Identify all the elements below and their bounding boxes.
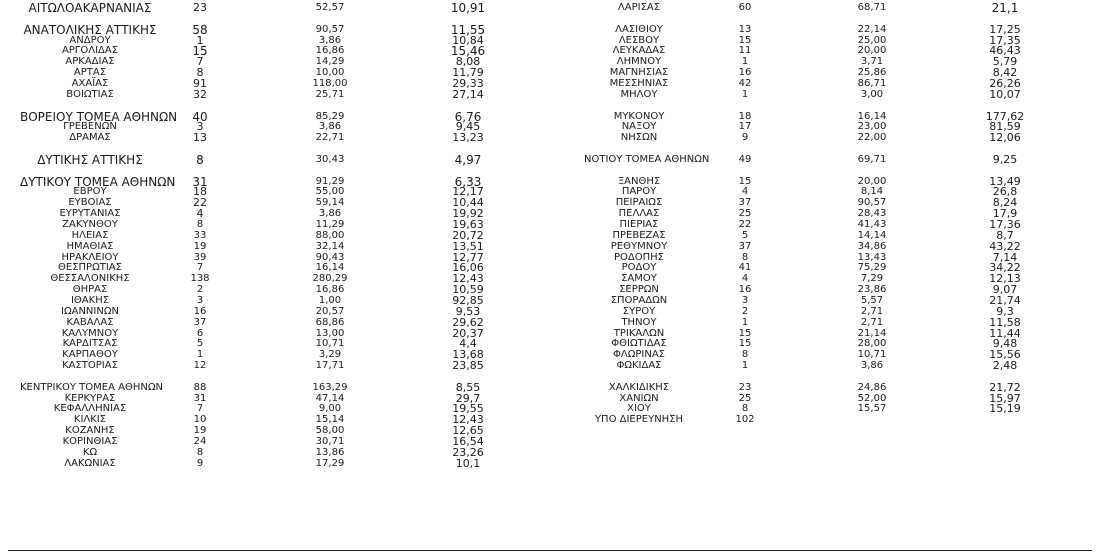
case-count: 4 — [196, 207, 204, 221]
percent-change: 11,79 — [452, 66, 484, 80]
cases-per-100k: 7,29 — [860, 273, 884, 285]
percent-change: 9,25 — [992, 152, 1018, 166]
case-count: 22 — [738, 219, 752, 230]
case-count: 138 — [190, 273, 210, 285]
cases-per-100k: 41,43 — [857, 219, 887, 230]
percent-change: 6,76 — [454, 109, 482, 124]
cases-per-100k: 23,86 — [857, 284, 887, 296]
area-name: ΚΟΡΙΝΘΙΑΣ — [62, 436, 118, 447]
case-count: 5 — [196, 338, 204, 350]
cases-per-100k: 3,86 — [318, 34, 342, 46]
percent-change: 177,62 — [985, 109, 1025, 123]
percent-change: 13,49 — [989, 174, 1021, 188]
area-name: ΧΙΟΥ — [627, 403, 651, 415]
area-name: ΤΡΙΚΑΛΩΝ — [613, 327, 665, 339]
area-name: ΦΘΙΩΤΙΔΑΣ — [611, 338, 667, 350]
case-count: 10 — [193, 414, 207, 426]
case-count: 60 — [738, 2, 752, 13]
cases-per-100k: 17,29 — [315, 457, 345, 469]
cases-per-100k: 9,00 — [318, 403, 342, 415]
percent-change: 17,25 — [989, 22, 1021, 36]
cases-per-100k: 13,00 — [315, 327, 345, 339]
percent-change: 17,35 — [989, 33, 1021, 47]
percent-change: 15,19 — [989, 402, 1021, 416]
cases-per-100k: 22,00 — [857, 132, 887, 144]
area-name: ΚΕΡΚΥΡΑΣ — [64, 392, 116, 404]
area-name: ΑΡΓΟΛΙΔΑΣ — [61, 45, 119, 57]
percent-change: 10,07 — [989, 87, 1021, 101]
case-count: 37 — [738, 240, 752, 252]
cases-per-100k: 3,29 — [318, 349, 342, 361]
area-name: ΘΕΣΠΡΩΤΙΑΣ — [58, 262, 122, 274]
area-name: ΚΑΒΑΛΑΣ — [66, 316, 114, 328]
percent-change: 19,55 — [452, 402, 484, 416]
area-name: ΦΩΚΙΔΑΣ — [616, 360, 662, 372]
percent-change: 26,26 — [989, 76, 1021, 90]
area-name: ΣΑΜΟΥ — [621, 273, 657, 285]
case-count: 8 — [741, 251, 749, 263]
case-count: 2 — [741, 305, 749, 317]
case-count: 5 — [741, 229, 749, 241]
case-count: 25 — [738, 392, 752, 404]
area-name: ΚΑΡΔΙΤΣΑΣ — [62, 338, 118, 350]
case-count: 4 — [741, 273, 749, 285]
area-name: ΑΧΑΪΑΣ — [71, 77, 109, 89]
cases-per-100k: 20,57 — [315, 305, 345, 317]
percent-change: 12,13 — [989, 272, 1021, 286]
cases-per-100k: 86,71 — [857, 77, 887, 89]
case-count: 49 — [738, 153, 752, 165]
cases-per-100k: 10,71 — [315, 338, 345, 350]
case-count: 40 — [192, 109, 208, 124]
cases-per-100k: 34,86 — [857, 240, 887, 252]
percent-change: 5,79 — [992, 55, 1018, 69]
area-name: ΕΥΒΟΙΑΣ — [68, 197, 112, 209]
cases-per-100k: 90,57 — [315, 23, 345, 35]
percent-change: 17,36 — [989, 218, 1021, 231]
area-name: ΛΕΥΚΑΔΑΣ — [612, 45, 666, 57]
cases-per-100k: 22,71 — [315, 132, 345, 144]
case-count: 37 — [738, 197, 752, 209]
percent-change: 21,72 — [989, 380, 1021, 394]
percent-change: 19,63 — [452, 218, 484, 231]
percent-change: 34,22 — [989, 261, 1021, 275]
percent-change: 13,51 — [452, 239, 484, 253]
cases-per-100k: 3,71 — [860, 56, 884, 68]
percent-change: 16,06 — [452, 261, 484, 275]
cases-per-100k: 163,29 — [312, 381, 348, 393]
cases-per-100k: 32,14 — [315, 240, 345, 252]
cases-per-100k: 15,57 — [857, 403, 887, 415]
case-count: 1 — [196, 33, 204, 47]
case-count: 15 — [192, 44, 208, 59]
case-count: 4 — [741, 186, 749, 198]
area-name: ΚΕΝΤΡΙΚΟΥ ΤΟΜΕΑ ΑΘΗΝΩΝ — [20, 381, 163, 393]
case-count: 9 — [741, 132, 749, 144]
case-count: 1 — [196, 349, 204, 361]
cases-per-100k: 8,14 — [860, 186, 884, 198]
area-name: ΡΕΘΥΜΝΟΥ — [610, 240, 668, 252]
area-name: ΚΑΛΥΜΝΟΥ — [61, 327, 119, 339]
area-name: ΠΡΕΒΕΖΑΣ — [612, 229, 666, 241]
case-count: 42 — [738, 77, 752, 89]
area-name: ΑΝΑΤΟΛΙΚΗΣ ΑΤΤΙΚΗΣ — [23, 22, 157, 37]
cases-per-100k: 52,00 — [857, 392, 887, 404]
case-count: 31 — [192, 174, 208, 189]
cases-per-100k: 85,29 — [315, 110, 345, 122]
cases-per-100k: 2,71 — [860, 316, 884, 328]
percent-change: 9,48 — [992, 337, 1018, 351]
case-count: 8 — [741, 349, 749, 361]
percent-change: 11,44 — [989, 326, 1021, 340]
area-name: ΧΑΛΚΙΔΙΚΗΣ — [608, 381, 670, 393]
cases-per-100k: 88,00 — [315, 229, 345, 241]
percent-change: 11,58 — [989, 315, 1021, 329]
case-count: 39 — [193, 251, 207, 263]
case-count: 25 — [738, 208, 752, 220]
percent-change: 4,97 — [454, 152, 482, 167]
percent-change: 12,17 — [452, 185, 484, 199]
case-count: 13 — [738, 23, 752, 35]
percent-change: 15,56 — [989, 348, 1021, 362]
percent-change: 13,68 — [452, 348, 484, 362]
percent-change: 29,62 — [452, 315, 484, 329]
percent-change: 15,97 — [989, 391, 1021, 405]
area-name: ΑΡΚΑΔΙΑΣ — [65, 56, 115, 68]
cases-per-100k: 5,57 — [860, 294, 884, 306]
percent-change: 7,14 — [992, 250, 1018, 264]
area-name: ΚΕΦΑΛΛΗΝΙΑΣ — [53, 403, 127, 415]
percent-change: 8,08 — [455, 55, 481, 69]
percent-change: 46,43 — [989, 44, 1021, 58]
percent-change: 16,54 — [452, 435, 484, 448]
area-name: ΔΥΤΙΚΗΣ ΑΤΤΙΚΗΣ — [37, 152, 143, 167]
percent-change: 6,33 — [454, 174, 482, 189]
percent-change: 9,07 — [992, 283, 1018, 297]
case-count: 2 — [196, 284, 204, 296]
area-name: ΕΒΡΟΥ — [73, 186, 107, 198]
cases-per-100k: 22,14 — [857, 23, 887, 35]
cases-per-100k: 47,14 — [315, 392, 345, 404]
cases-per-100k: 68,86 — [315, 316, 345, 328]
area-name: ΑΡΤΑΣ — [73, 67, 107, 79]
percent-change: 12,43 — [452, 413, 484, 427]
case-count: 23 — [193, 1, 207, 14]
area-name: ΘΕΣΣΑΛΟΝΙΚΗΣ — [50, 273, 130, 285]
cases-per-100k: 1,00 — [318, 294, 342, 306]
area-name: ΛΗΜΝΟΥ — [616, 56, 662, 68]
percent-change: 29,33 — [452, 76, 484, 90]
cases-per-100k: 21,14 — [857, 327, 887, 339]
area-name: ΣΥΡΟΥ — [622, 305, 656, 317]
area-name: ΠΙΕΡΙΑΣ — [619, 219, 659, 230]
case-count: 31 — [193, 392, 207, 404]
cases-per-100k: 90,57 — [857, 197, 887, 209]
cases-per-100k: 68,71 — [857, 2, 887, 13]
case-count: 18 — [738, 110, 752, 122]
area-name: ΔΥΤΙΚΟΥ ΤΟΜΕΑ ΑΘΗΝΩΝ — [20, 174, 176, 189]
cases-per-100k: 10,00 — [315, 67, 345, 79]
percent-change: 23,85 — [452, 359, 484, 373]
cases-per-100k: 11,29 — [315, 219, 345, 230]
percent-change: 9,45 — [455, 120, 481, 134]
area-name: ΒΟΙΩΤΙΑΣ — [66, 88, 114, 100]
cases-per-100k: 14,14 — [857, 229, 887, 241]
cases-per-100k: 24,86 — [857, 381, 887, 393]
case-count: 17 — [738, 121, 752, 133]
area-name: ΒΟΡΕΙΟΥ ΤΟΜΕΑ ΑΘΗΝΩΝ — [20, 109, 178, 124]
area-name: ΔΡΑΜΑΣ — [69, 132, 111, 144]
area-name: ΣΠΟΡΑΔΩΝ — [610, 294, 668, 306]
percent-change: 15,46 — [450, 44, 486, 59]
cases-per-100k: 17,71 — [315, 360, 345, 372]
percent-change: 8,7 — [996, 228, 1014, 242]
percent-change: 12,43 — [452, 272, 484, 286]
case-count: 22 — [193, 196, 207, 210]
cases-per-100k: 90,43 — [315, 251, 345, 263]
case-count: 8 — [741, 403, 749, 415]
case-count: 24 — [193, 436, 207, 447]
percent-change: 13,23 — [452, 131, 484, 145]
area-name: ΗΡΑΚΛΕΙΟΥ — [61, 251, 119, 263]
case-count: 15 — [738, 327, 752, 339]
area-name: ΚΙΛΚΙΣ — [73, 414, 107, 426]
case-count: 91 — [193, 76, 207, 90]
percent-change: 10,91 — [450, 1, 486, 15]
percent-change: 23,26 — [452, 445, 484, 459]
cases-per-100k: 28,00 — [857, 338, 887, 350]
cases-per-100k: 52,57 — [315, 2, 345, 13]
cases-per-100k: 28,43 — [857, 208, 887, 220]
percent-change: 27,14 — [452, 87, 484, 101]
cases-per-100k: 75,29 — [857, 262, 887, 274]
percent-change: 8,24 — [992, 196, 1018, 210]
case-count: 3 — [196, 294, 204, 306]
area-name: ΦΛΩΡΙΝΑΣ — [613, 349, 665, 361]
percent-change: 20,72 — [452, 228, 484, 242]
area-name: ΡΟΔΟΠΗΣ — [614, 251, 664, 263]
area-name: ΛΑΣΙΘΙΟΥ — [615, 23, 663, 35]
case-count: 19 — [193, 425, 207, 437]
case-count: 7 — [196, 403, 204, 415]
case-count: 8 — [196, 446, 204, 458]
case-count: 12 — [193, 360, 207, 372]
area-name: ΛΕΣΒΟΥ — [618, 34, 660, 46]
case-count: 8 — [196, 152, 204, 167]
cases-per-100k: 25,86 — [857, 67, 887, 79]
area-name: ΗΛΕΙΑΣ — [71, 229, 109, 241]
cases-per-100k: 59,14 — [315, 197, 345, 209]
area-name: ΠΕΛΛΑΣ — [618, 208, 660, 220]
percent-change: 29,7 — [455, 391, 481, 405]
area-name: ΝΑΞΟΥ — [621, 121, 657, 133]
cases-per-100k: 20,00 — [857, 45, 887, 57]
cases-per-100k: 3,00 — [860, 88, 884, 100]
case-count: 19 — [193, 240, 207, 252]
case-count: 8 — [196, 66, 204, 80]
area-name: ΤΗΝΟΥ — [621, 316, 657, 328]
cases-per-100k: 25,71 — [315, 88, 345, 100]
percent-change: 21,1 — [991, 1, 1019, 15]
percent-change: 26,8 — [992, 185, 1018, 199]
cases-per-100k: 3,86 — [318, 121, 342, 133]
area-name: ΕΥΡΥΤΑΝΙΑΣ — [59, 208, 121, 220]
percent-change: 10,1 — [455, 456, 481, 470]
case-count: 15 — [738, 34, 752, 46]
cases-per-100k: 10,71 — [857, 349, 887, 361]
area-name: ΡΟΔΟΥ — [621, 262, 657, 274]
case-count: 13 — [193, 131, 207, 145]
area-name: ΧΑΝΙΩΝ — [619, 392, 659, 404]
percent-change: 10,44 — [452, 196, 484, 210]
cases-per-100k: 3,86 — [860, 360, 884, 372]
percent-change: 12,06 — [989, 131, 1021, 145]
case-count: 18 — [193, 185, 207, 199]
area-name: ΣΕΡΡΩΝ — [619, 284, 659, 296]
percent-change: 11,55 — [450, 22, 486, 37]
area-name: ΑΙΤΩΛΟΑΚΑΡΝΑΝΙΑΣ — [28, 1, 152, 15]
percent-change: 4,4 — [459, 337, 477, 351]
cases-per-100k: 16,14 — [857, 110, 887, 122]
area-name: ΗΜΑΘΙΑΣ — [66, 240, 114, 252]
percent-change: 43,22 — [989, 239, 1021, 253]
case-count: 3 — [196, 120, 204, 134]
cases-per-100k: 2,71 — [860, 305, 884, 317]
area-name: ΜΥΚΟΝΟΥ — [613, 110, 665, 122]
case-count: 16 — [193, 305, 207, 317]
area-name: ΜΗΛΟΥ — [620, 88, 658, 100]
area-name: ΝΗΣΩΝ — [620, 132, 658, 144]
case-count: 58 — [192, 22, 208, 37]
area-name: ΚΟΖΑΝΗΣ — [65, 425, 115, 437]
area-name: ΛΑΚΩΝΙΑΣ — [64, 457, 116, 469]
area-name: ΙΘΑΚΗΣ — [70, 294, 110, 306]
cases-per-100k: 16,14 — [315, 262, 345, 274]
bottom-border-line — [8, 550, 1092, 551]
cases-per-100k: 91,29 — [315, 175, 345, 187]
case-count: 32 — [193, 87, 207, 101]
cases-per-100k: 13,86 — [315, 446, 345, 458]
case-count: 8 — [196, 219, 204, 230]
percent-change: 2,48 — [992, 359, 1018, 373]
percent-change: 10,59 — [452, 283, 484, 297]
area-name: ΘΗΡΑΣ — [72, 284, 108, 296]
percent-change: 9,3 — [996, 304, 1014, 318]
percent-change: 12,77 — [452, 250, 484, 264]
case-count: 15 — [738, 338, 752, 350]
cases-per-100k: 13,43 — [857, 251, 887, 263]
area-name: ΜΑΓΝΗΣΙΑΣ — [609, 67, 669, 79]
area-name: ΠΑΡΟΥ — [621, 186, 657, 198]
percent-change: 81,59 — [989, 120, 1021, 134]
cases-per-100k: 16,86 — [315, 284, 345, 296]
area-name: ΝΟΤΙΟΥ ΤΟΜΕΑ ΑΘΗΝΩΝ — [584, 153, 710, 165]
percent-change: 17,9 — [992, 207, 1018, 221]
case-count: 7 — [196, 262, 204, 274]
cases-per-100k: 30,43 — [315, 153, 345, 165]
percent-change: 92,85 — [452, 293, 484, 307]
cases-per-100k: 20,00 — [857, 175, 887, 187]
case-count: 1 — [741, 360, 749, 372]
cases-per-100k: 30,71 — [315, 436, 345, 447]
cases-per-100k: 14,29 — [315, 56, 345, 68]
area-name: ΚΑΡΠΑΘΟΥ — [62, 349, 118, 361]
case-count: 16 — [738, 284, 752, 296]
percent-change: 12,65 — [452, 424, 484, 438]
area-name: ΖΑΚΥΝΘΟΥ — [62, 219, 118, 230]
area-name: ΚΩ — [82, 446, 98, 458]
percent-change: 8,55 — [455, 380, 481, 394]
cases-per-100k: 16,86 — [315, 45, 345, 57]
cases-per-100k: 69,71 — [857, 153, 887, 165]
case-count: 6 — [196, 327, 204, 339]
case-count: 7 — [196, 55, 204, 69]
percent-change: 19,92 — [452, 207, 484, 221]
percent-change: 8,42 — [992, 66, 1018, 80]
cases-per-100k: 25,00 — [857, 34, 887, 46]
area-name: ΜΕΣΣΗΝΙΑΣ — [609, 77, 669, 89]
area-name: ΞΑΝΘΗΣ — [617, 175, 661, 187]
case-count: 9 — [196, 457, 204, 469]
case-count: 1 — [741, 56, 749, 68]
area-name: ΚΑΣΤΟΡΙΑΣ — [62, 360, 118, 372]
case-count: 3 — [741, 294, 749, 306]
area-name: ΑΝΔΡΟΥ — [69, 34, 111, 46]
case-count: 15 — [738, 175, 752, 187]
cases-per-100k: 58,00 — [315, 425, 345, 437]
case-count: 23 — [738, 381, 752, 393]
case-count: 41 — [738, 262, 752, 274]
cases-per-100k: 3,86 — [318, 208, 342, 220]
case-count: 102 — [735, 414, 755, 426]
cases-per-100k: 23,00 — [857, 121, 887, 133]
case-count: 88 — [193, 381, 207, 393]
area-name: ΠΕΙΡΑΙΩΣ — [615, 197, 663, 209]
percent-change: 21,74 — [989, 293, 1021, 307]
percent-change: 20,37 — [452, 326, 484, 340]
cases-per-100k: 55,00 — [315, 186, 345, 198]
area-name: ΛΑΡΙΣΑΣ — [617, 2, 661, 13]
area-name: ΙΩΑΝΝΙΝΩΝ — [61, 305, 119, 317]
case-count: 11 — [738, 45, 752, 57]
area-name: ΓΡΕΒΕΝΩΝ — [63, 121, 117, 133]
cases-per-100k: 280,29 — [312, 273, 348, 285]
area-name: ΥΠΟ ΔΙΕΡΕΥΝΗΣΗ — [594, 414, 684, 426]
cases-per-100k: 118,00 — [312, 77, 348, 89]
percent-change: 9,53 — [455, 304, 481, 318]
case-count: 33 — [193, 229, 207, 241]
percent-change: 10,84 — [452, 33, 484, 47]
case-count: 16 — [738, 67, 752, 79]
case-count: 1 — [741, 316, 749, 328]
case-count: 37 — [193, 316, 207, 328]
case-count: 1 — [741, 88, 749, 100]
cases-per-100k: 15,14 — [315, 414, 345, 426]
